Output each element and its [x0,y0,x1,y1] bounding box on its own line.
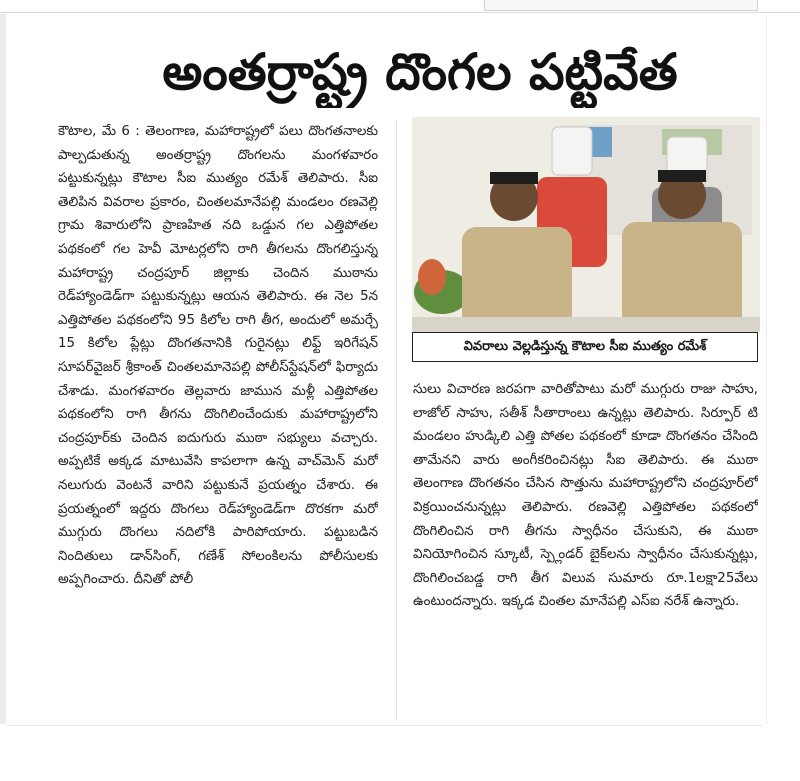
accused-left-mask [552,127,592,175]
officer-left-uniform [462,227,572,332]
dateline: కౌటాల, మే 6 : [58,124,140,139]
table-edge [412,317,760,332]
headline: అంతర్రాష్ట్ర దొంగల పట్టివేత [162,42,678,101]
bottom-divider [6,725,762,726]
right-margin-edge [766,14,767,724]
column-divider [396,120,397,720]
right-column-body: సులు విచారణ జరపగా వారితోపాటు మరో ముగ్గురు రాజు సాహు, లాజోల్ సాహు, సతీశ్ సీతారాంలు ఉన్నట్లు తెలిపారు. సిర్పూర్ టి మండలం హుడ్కిలి ఎత్తి పోతల పథకంలో కూడా దొంగతనం చేసింది తామేనని వారు అంగీకరించినట్లు సీఐ తెలిపారు. ఈ ముఠా తెలంగాణ దొంగతనం చేసిన సొత్తును మహారాష్ట్రలోని చంద్రపూర్‌లో విక్రయించనున్నట్లు తెలిపారు. రణవెల్లి ఎత్తిపోతల పథకంలో దొంగిలించిన రాగి తీగను స్వాధీనం చేసుకుని, ఈ ముఠా వినియోగించిన స్కూటీ, స్ప్లెండర్ బైక్‌లను స్వాధీనం చేసుకున్నట్లు, దొంగిలించబడ్డ రాగి తీగ విలువ సుమారు రూ.1లక్షా25వేలు ఉంటుందన్నారు. ఇక్కడ చింతల మానేపల్లి ఎస్ఐ నరేశ్ ఉన్నారు. [413,382,758,610]
right-column-text [413,378,758,718]
news-photo [412,117,760,332]
left-margin-edge [0,14,6,724]
officer-right-hair [658,170,706,182]
adjacent-article-edge [484,0,758,11]
police-officers-with-accused-illustration [412,117,760,332]
left-column-text [58,120,378,720]
officer-left-hair [490,172,538,184]
photo-caption: వివరాలు వెల్లడిస్తున్న కౌటాల సీఐ ముత్యం రమేశ్ [412,332,758,362]
plant-flowers [418,259,446,295]
left-column-body: తెలంగాణ, మహారాష్ట్రలో పలు దొంగతనాలకు పాల్పడుతున్న అంతర్రాష్ట్ర దొంగలను మంగళవారం పట్టుకున్నట్లు కౌటాల సీఐ ముత్యం రమేశ్ తెలిపారు. సీఐ తెలిపిన వివరాల ప్రకారం, చింతలమానేపల్లి మండలం రణవెల్లి గ్రామ శివారులోని ప్రాణహిత నది ఒడ్డున గల ఎత్తిపోతల పథకంలో గల హెవీ మోటర్లలోని రాగి తీగలను దొంగలిస్తున్న మహారాష్ట్ర చంద్రపూర్ జిల్లాకు చెందిన ముఠాను రెడ్‌హ్యాండెడ్‌గా పట్టుకున్నట్లు ఆయన తెలిపారు. ఈ నెల 5న ఎత్తిపోతల పథకంలోని 95 కిలోల రాగి తీగ, అందులో అమర్చే 15 కిలోల ప్లేట్లు దొంగతనానికి గురైనట్లు లిఫ్ట్ ఇరిగేషన్ సూపర్‌వైజర్ శ్రీకాంత్ చింతలమానెపల్లి పోలీస్‌స్టేషన్‌లో ఫిర్యాదు చేశాడు. మంగళవారం తెల్లవారు జామున మళ్లీ ఎత్తిపోతల పథకంలోని రాగి తీగను దొంగిలించేందుకు మహారాష్ట్రలోని చంద్రపూర్‌కు చెందిన ఐదుగురు ముఠా సభ్యులు వచ్చారు. అప్పటికే అక్కడ మాటువేసి కాపలాగా ఉన్న వాచ్‌మెన్ మరో నలుగురు వెంటనే వారిని పట్టుకునే ప్రయత్నం చేశారు. ఈ ప్రయత్నంలో ఇద్దరు దొంగలు రెడ్‌హ్యాండెడ్‌గా దొరకగా మరో ముగ్గురు దొంగలు నదిలోకి పారిపోయారు. పట్టుబడిన నిందితులు డాన్‌సింగ్, గణేశ్ సోలంకిలను పోలీసులకు అప్పగించారు. దీనితో పోలీ [58,124,378,588]
officer-right-uniform [622,222,742,332]
